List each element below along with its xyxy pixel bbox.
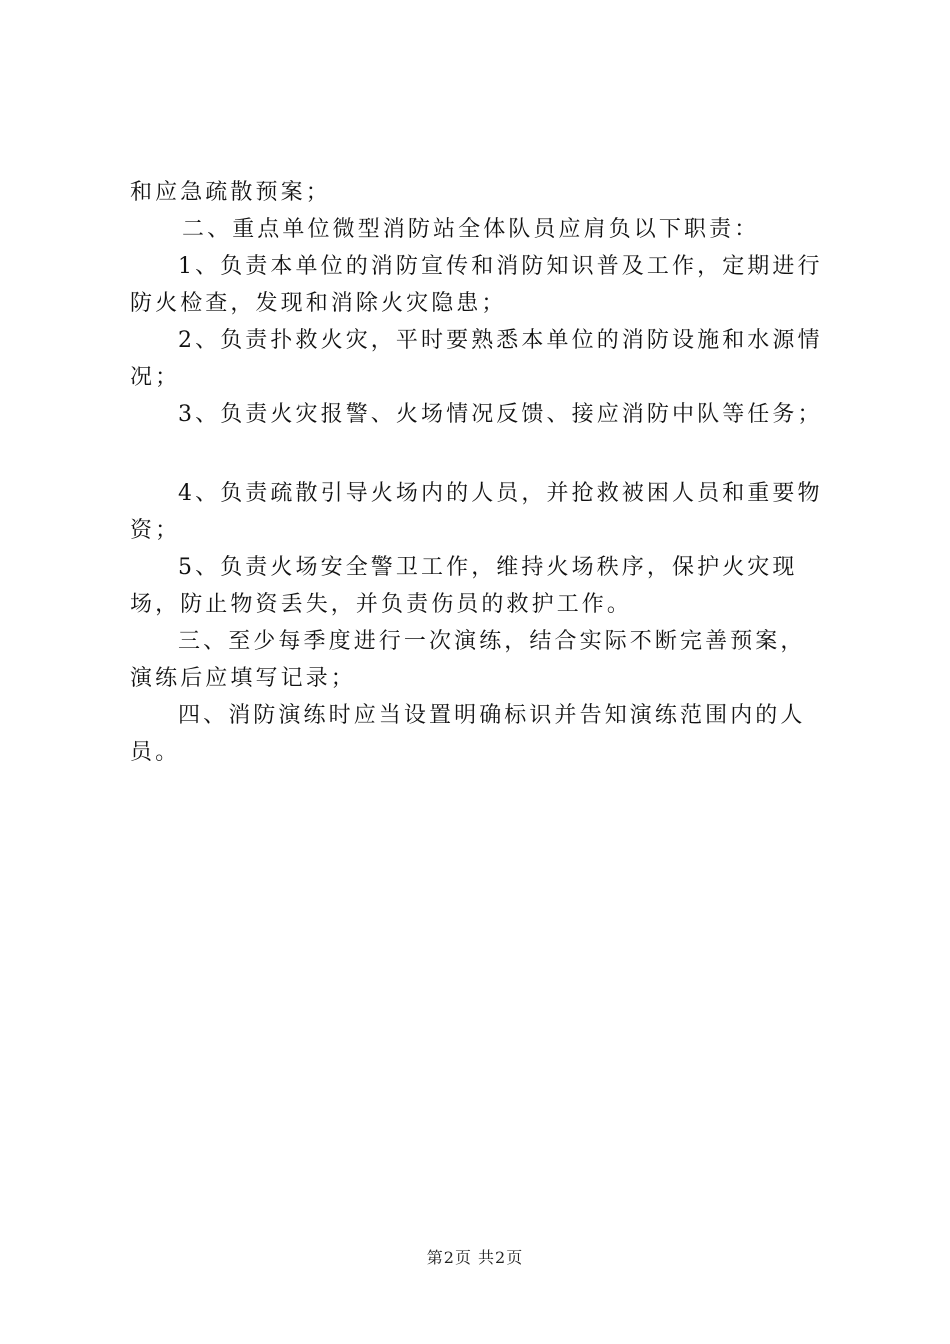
paragraph-section-three: 三、至少每季度进行一次演练，结合实际不断完善预案，演练后应填写记录； bbox=[130, 629, 806, 691]
document-body bbox=[130, 174, 830, 771]
paragraph-continuation: 和应急疏散预案； bbox=[130, 180, 331, 205]
paragraph-duty-3: 3、负责火灾报警、火场情况反馈、接应消防中队等任务； bbox=[178, 402, 823, 427]
paragraph-section-two: 二、重点单位微型消防站全体队员应肩负以下职责： bbox=[182, 217, 760, 242]
page-number-footer: 第2页 共2页 bbox=[426, 1248, 524, 1267]
paragraph-duty-2: 2、负责扑救火灾，平时要熟悉本单位的消防设施和水源情况； bbox=[130, 328, 823, 390]
paragraph-section-four: 四、消防演练时应当设置明确标识并告知演练范围内的人员。 bbox=[130, 703, 806, 765]
paragraph-duty-5: 5、负责火场安全警卫工作，维持火场秩序，保护火灾现场，防止物资丢失，并负责伤员的救护工作。 bbox=[130, 555, 798, 617]
paragraph-duty-4: 4、负责疏散引导火场内的人员，并抢救被困人员和重要物资； bbox=[130, 481, 823, 543]
paragraph-duty-1: 1、负责本单位的消防宣传和消防知识普及工作，定期进行防火检查，发现和消除火灾隐患； bbox=[130, 254, 823, 316]
